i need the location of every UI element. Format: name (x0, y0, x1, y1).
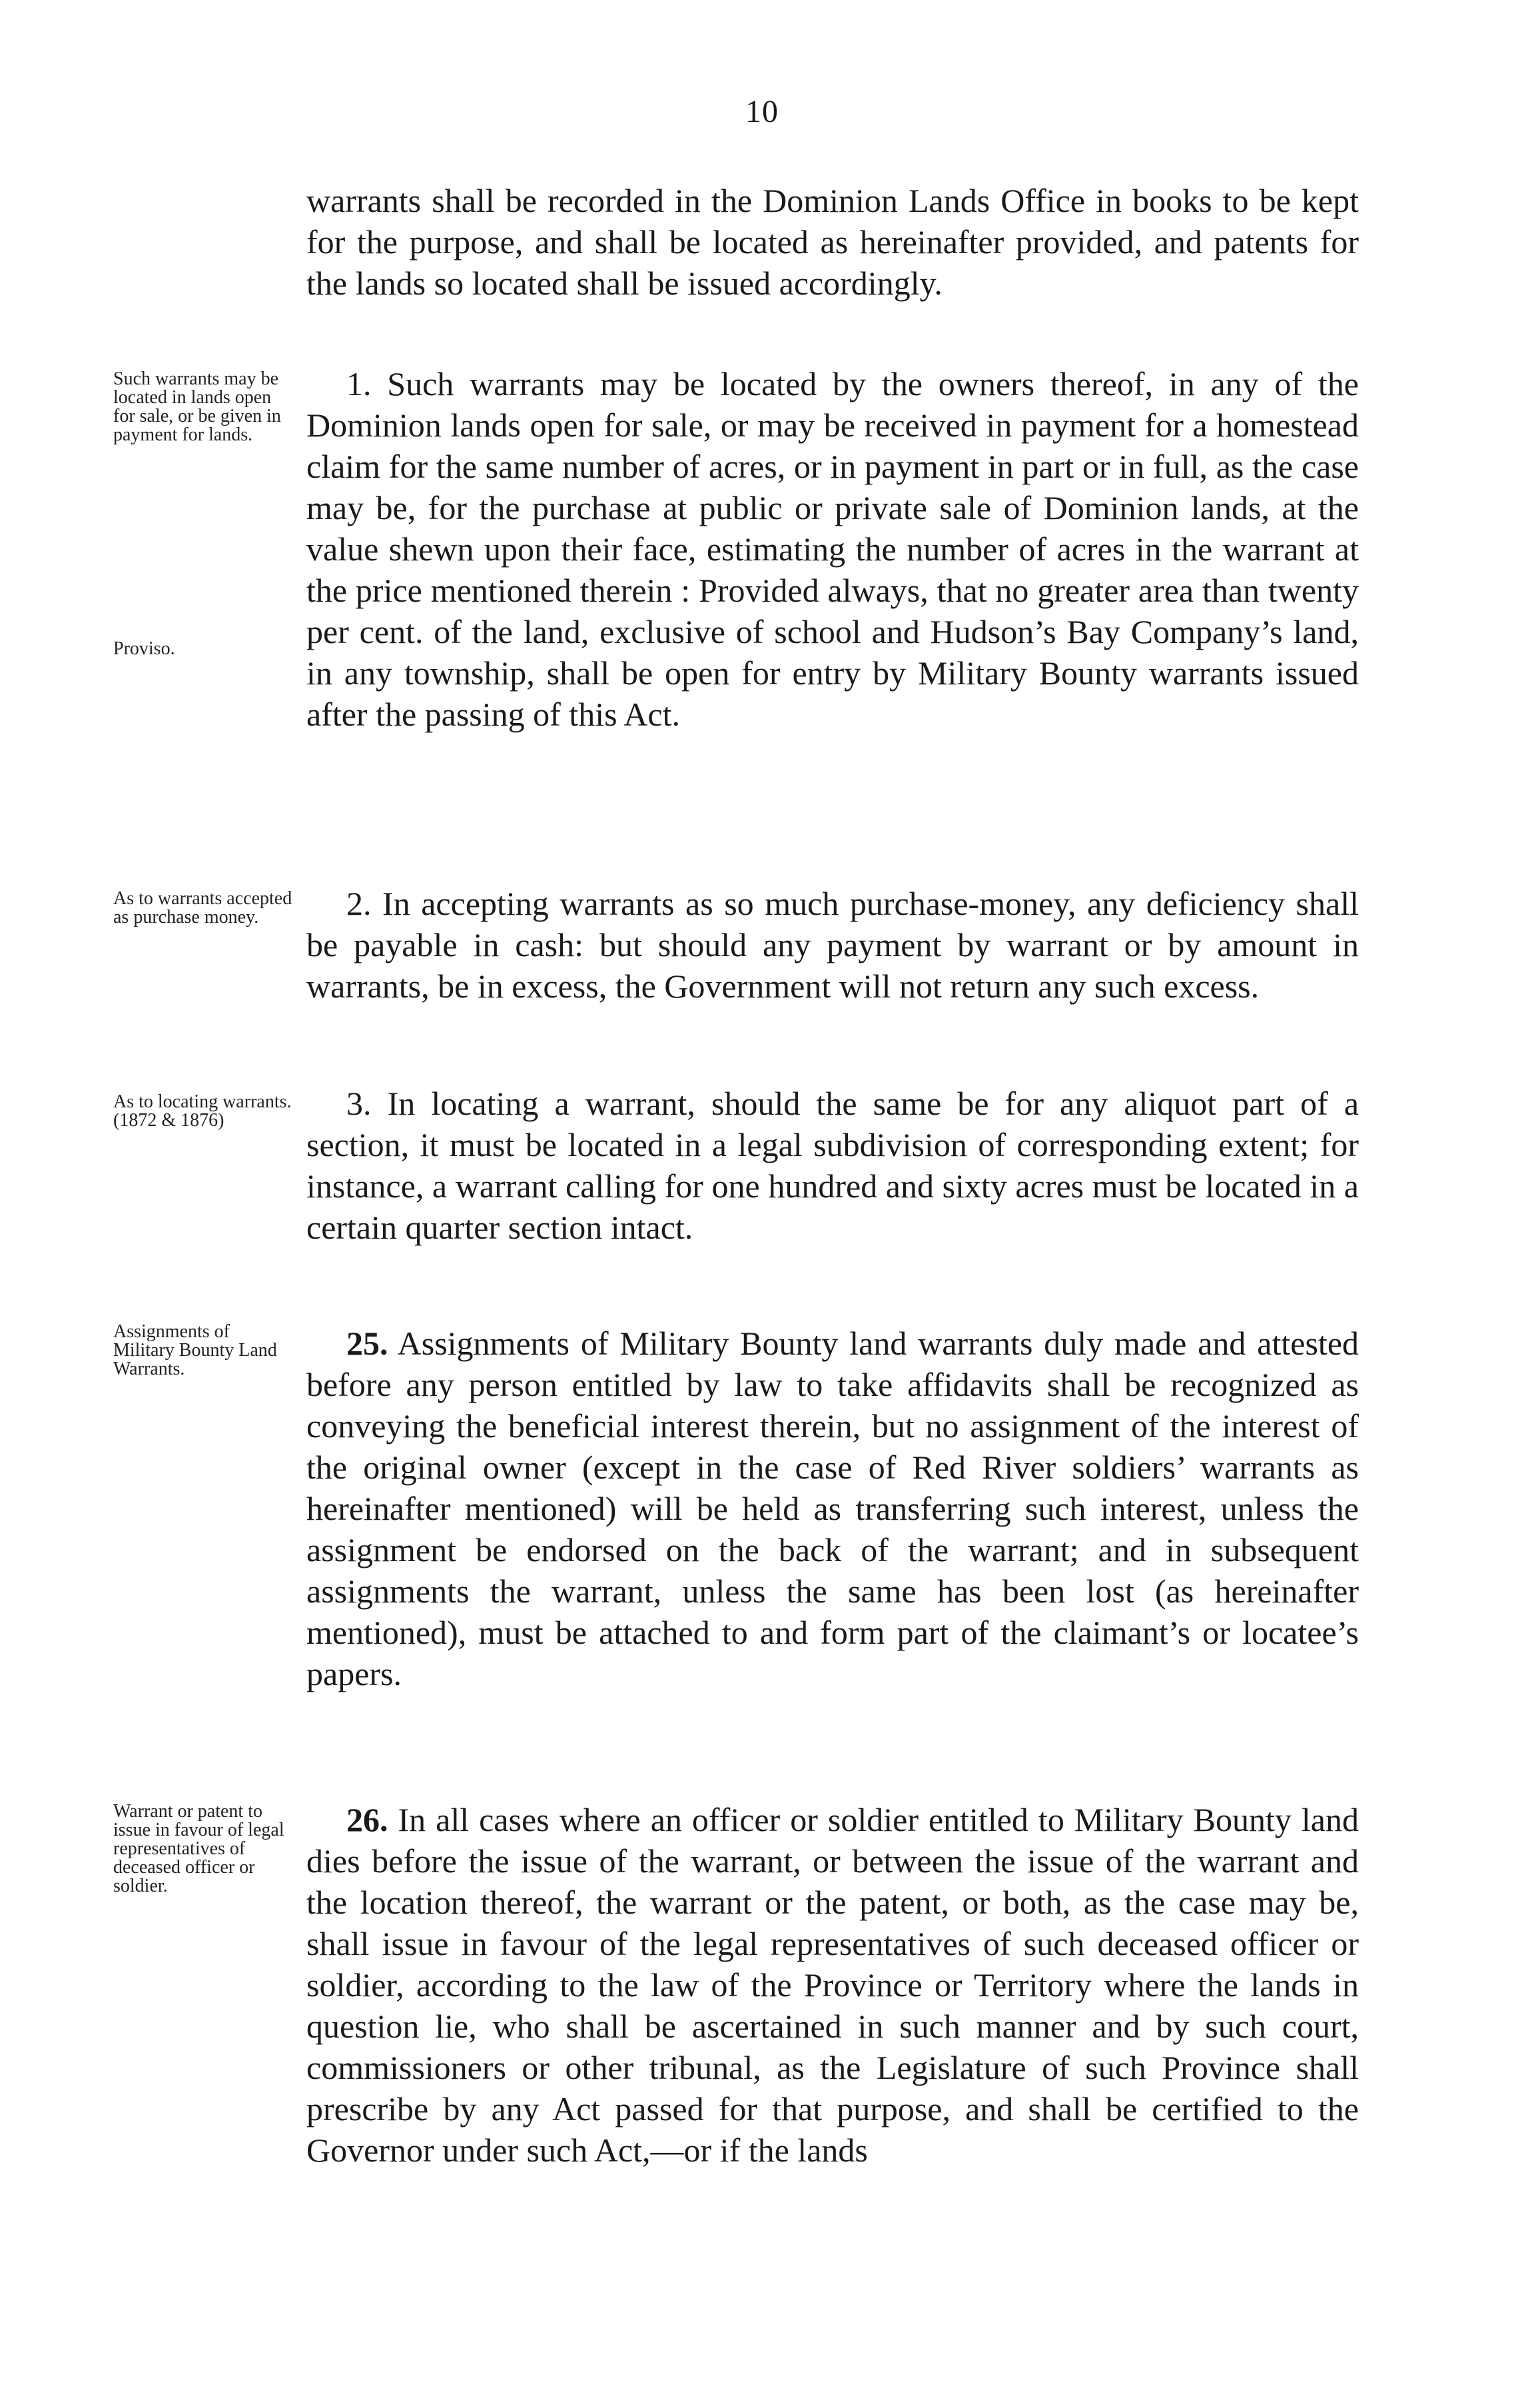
clause-1-text: Such warrants may be located by the owners thereof, in any of the Dominion lands open for sale, or may be received in payment for a homestead claim for the same number of acres, or in payment in part or in full, as the case may be, for the purchase at public or private sale of Dominion lands, at the value shewn upon their face, estimating the number of acres in the warrant at the price mentioned therein : Provided always, that no greater area than twenty per cent. of the land, exclusive of school and Hudson’s Bay Company’s land, in any township, shall be open for entry by Military Bounty warrants issued after the passing of this Act. (306, 365, 1359, 733)
clause-2-number: 2. (346, 885, 372, 922)
clause-2-text: In accepting warrants as so much purchase-money, any deficiency shall be payable in cash: but should any payment by warrant or by amount in warrants, be in excess, the Government will not return any such excess. (306, 885, 1359, 1005)
marginal-note-clause-2: As to warrants accepted as purchase money. (113, 888, 292, 927)
section-25 (306, 1323, 1359, 1694)
marginal-note-proviso: Proviso. (113, 638, 175, 659)
clause-2 (306, 883, 1359, 1007)
clause-3-text: In locating a warrant, should the same be for any aliquot part of a section, it must be located in a legal subdivision of corresponding extent; for instance, a warrant calling for one hundred and sixty acres must be located in a certain quarter section intact. (306, 1085, 1359, 1246)
section-25-text: Assignments of Military Bounty land warrants duly made and attested before any person entitled by law to take affidavits shall be recognized as conveying the beneficial interest therein, but no assignment of the interest of the original owner (except in the case of Red River soldiers’ warrants as hereinafter mentioned) will be held as transferring such interest, unless the assignment be endorsed on the back of the warrant; and in subsequent assignments the warrant, unless the same has been lost (as hereinafter mentioned), must be attached to and form part of the claimant’s or locatee’s papers. (306, 1325, 1359, 1692)
page-number: 10 (745, 94, 779, 129)
clause-2-paragraph (306, 883, 1359, 1007)
clause-1 (306, 363, 1359, 735)
section-26 (306, 1799, 1359, 2171)
section-25-paragraph (306, 1323, 1359, 1694)
section-25-number: 25. (346, 1325, 388, 1362)
marginal-note-clause-3: As to locating warrants. (1872 & 1876) (113, 1091, 292, 1131)
section-26-paragraph (306, 1799, 1359, 2171)
clause-3-number: 3. (346, 1085, 372, 1122)
clause-1-paragraph (306, 363, 1359, 735)
intro-text: warrants shall be recorded in the Dominion Lands Office in books to be kept for the purpose, and shall be located as hereinafter provided, and patents for the lands so located shall be issued accordingly. (306, 182, 1359, 302)
section-26-text: In all cases where an officer or soldier entitled to Military Bounty land dies before the issue of the warrant, or between the issue of the warrant and the location thereof, the warrant or the patent, or both, as the case may be, shall issue in favour of the legal representatives of such deceased officer or soldier, according to the law of the Province or Territory where the lands in question lie, who shall be ascertained in such manner and by such court, commissioners or other tribunal, as the Legislature of such Province shall prescribe by any Act passed for that purpose, and shall be certified to the Governor under such Act,—or if the lands (306, 1801, 1359, 2169)
clause-3 (306, 1083, 1359, 1248)
marginal-note-section-26: Warrant or patent to issue in favour of legal representatives of deceased officer or soldier. (113, 1801, 284, 1896)
clause-3-paragraph (306, 1083, 1359, 1248)
clause-1-number: 1. (346, 365, 372, 402)
intro-paragraph (306, 180, 1359, 304)
marginal-note-section-25: Assignments of Military Bounty Land Warrants. (113, 1321, 277, 1379)
section-26-number: 26. (346, 1801, 388, 1838)
marginal-note-clause-1: Such warrants may be located in lands open for sale, or be given in payment for lands. (113, 368, 281, 445)
